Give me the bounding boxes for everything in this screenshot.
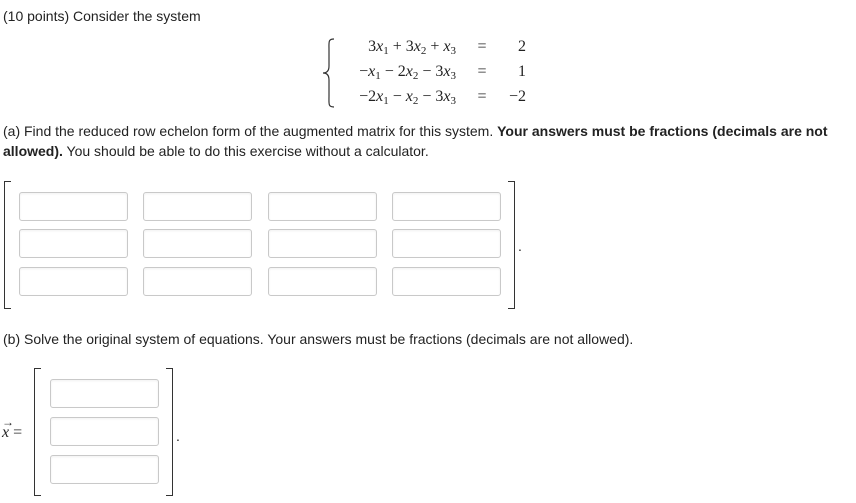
matrix-cell-r2-c2[interactable] bbox=[143, 229, 252, 258]
x-component-3-input[interactable] bbox=[50, 455, 159, 484]
matrix-period: . bbox=[518, 238, 522, 254]
part-a-instructions: (a) Find the reduced row echelon form of the augmented matrix for this system. Your answers must be fractions (decimals are not allowed). You should be able to do this exercise without a calculator. bbox=[3, 123, 828, 159]
vector-right-bracket bbox=[166, 368, 173, 496]
x-component-1-input[interactable] bbox=[50, 379, 159, 408]
equation-1-rhs: 2 bbox=[518, 38, 526, 55]
part-a-warning: Your answers must be fractions (decimals are not allowed). bbox=[3, 123, 828, 159]
equation-2-equals: = bbox=[477, 63, 487, 80]
equation-2-lhs: $-x_1 - 2x_2 - 3x_3$ bbox=[359, 63, 456, 82]
matrix-cell-r3-c1[interactable] bbox=[19, 267, 128, 296]
matrix-right-bracket bbox=[508, 181, 515, 309]
matrix-cell-r1-c2[interactable] bbox=[143, 192, 252, 221]
equation-2-rhs: 1 bbox=[518, 63, 526, 80]
x-vector-label: → x = bbox=[2, 415, 23, 441]
equation-3-lhs: $-2x_1 - x_2 - 3x_3$ bbox=[359, 88, 456, 107]
x-component-2-input[interactable] bbox=[50, 417, 159, 446]
part-b-instructions: (b) Solve the original system of equations. Your answers must be fractions (decimals are not allowed). bbox=[3, 331, 634, 347]
matrix-cell-r3-c4[interactable] bbox=[392, 267, 501, 296]
left-brace bbox=[322, 38, 336, 108]
equation-1-equals: = bbox=[477, 38, 487, 55]
matrix-cell-r2-c3[interactable] bbox=[268, 229, 377, 258]
matrix-cell-r3-c3[interactable] bbox=[268, 267, 377, 296]
matrix-left-bracket bbox=[4, 181, 11, 309]
equation-1-lhs: $3x_1 + 3x_2 + x_3$ bbox=[368, 38, 456, 57]
vector-period: . bbox=[176, 428, 180, 444]
matrix-cell-r3-c2[interactable] bbox=[143, 267, 252, 296]
matrix-cell-r1-c3[interactable] bbox=[268, 192, 377, 221]
matrix-cell-r2-c4[interactable] bbox=[392, 229, 501, 258]
matrix-cell-r2-c1[interactable] bbox=[19, 229, 128, 258]
matrix-cell-r1-c4[interactable] bbox=[392, 192, 501, 221]
vector-left-bracket bbox=[34, 368, 41, 496]
problem-intro: (10 points) Consider the system bbox=[3, 8, 201, 24]
equation-3-equals: = bbox=[477, 88, 487, 105]
equation-3-rhs: −2 bbox=[508, 88, 526, 105]
matrix-cell-r1-c1[interactable] bbox=[19, 192, 128, 221]
